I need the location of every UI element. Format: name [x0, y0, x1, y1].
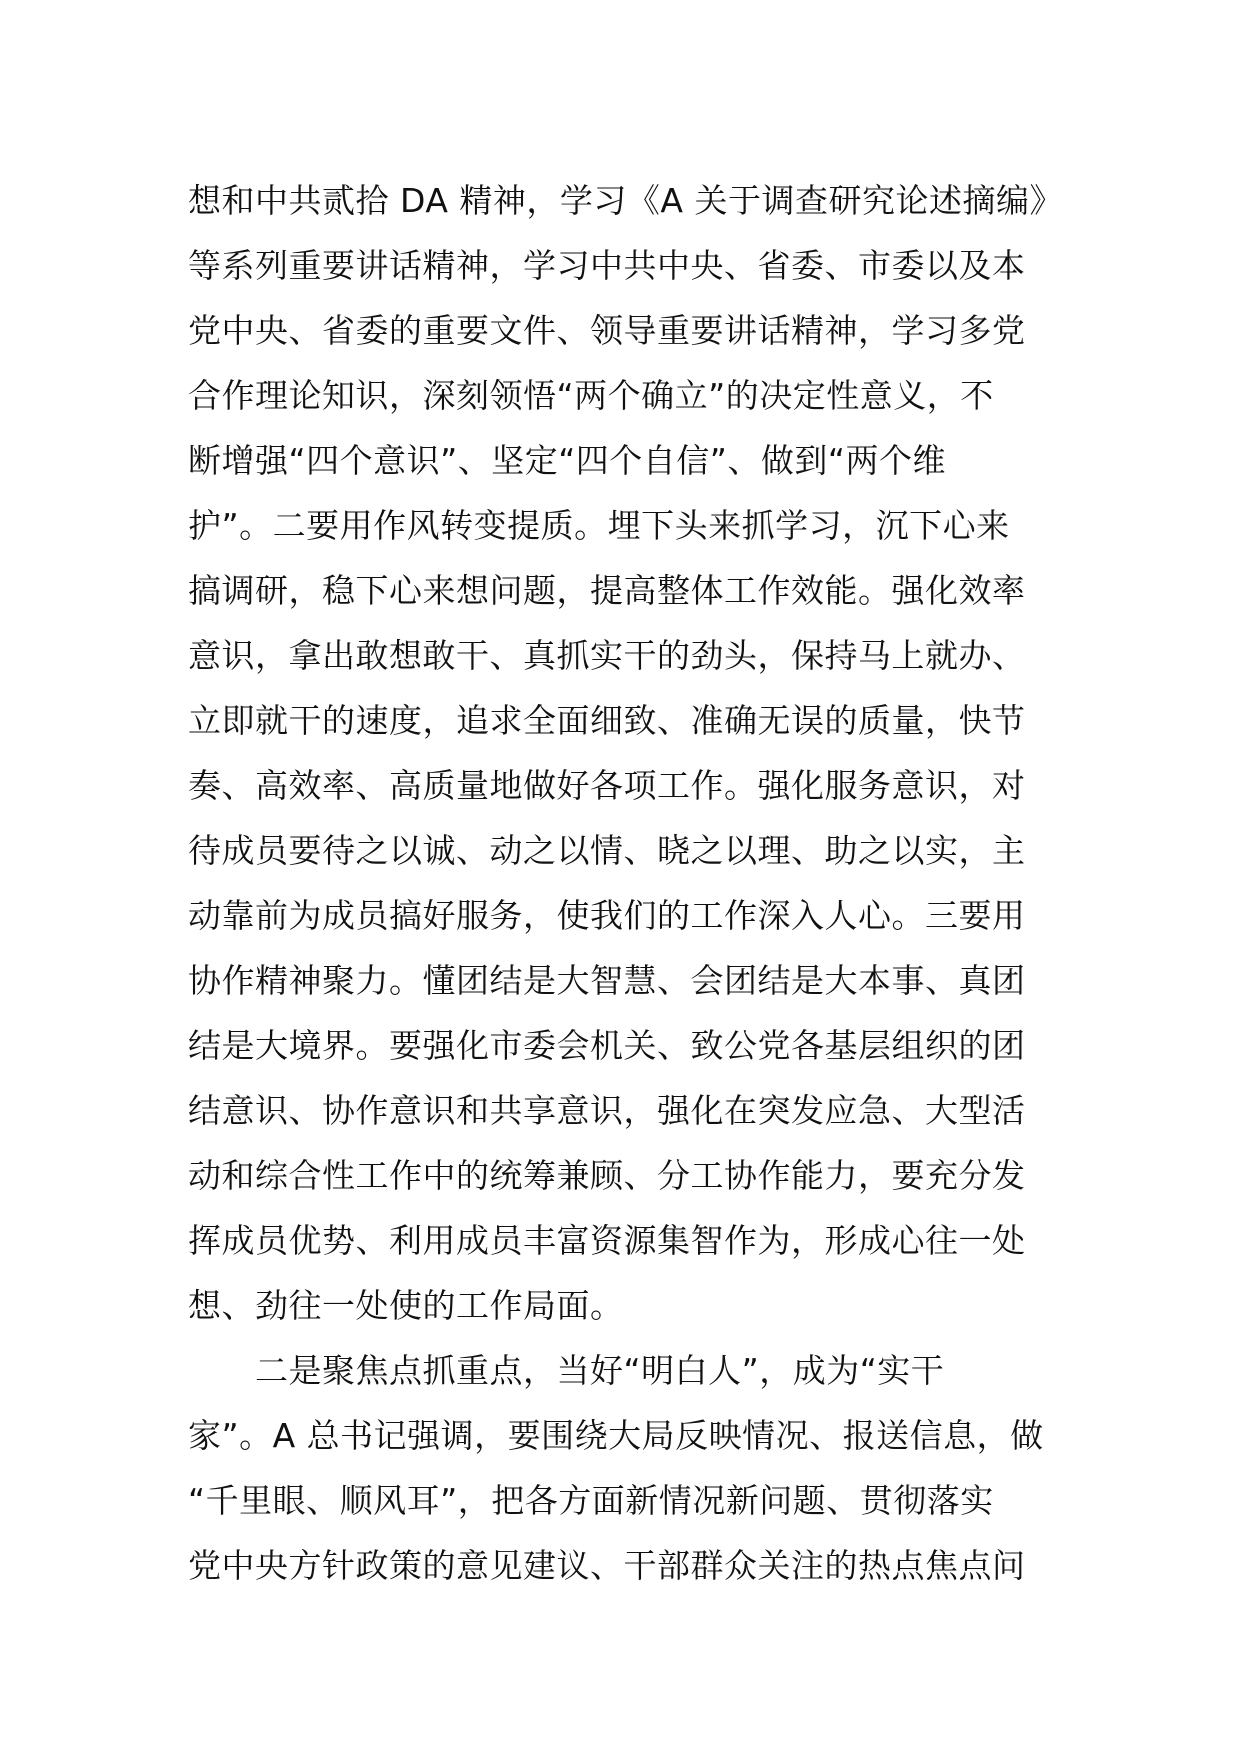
text-line: 护”。二要用作风转变提质。埋下头来抓学习，沉下心来	[188, 506, 1010, 545]
text-line: 家”。A 总书记强调，要围绕大局反映情况、报送信息，做	[188, 1416, 1044, 1455]
text-line: 结是大境界。要强化市委会机关、致公党各基层组织的团	[188, 1026, 1026, 1065]
text-line: 意识，拿出敢想敢干、真抓实干的劲头，保持马上就办、	[188, 636, 1026, 675]
text-line: 合作理论知识，深刻领悟“两个确立”的决定性意义，不	[188, 376, 994, 415]
text-line: 想、劲往一处使的工作局面。	[188, 1286, 624, 1325]
text-line: 挥成员优势、利用成员丰富资源集智作为，形成心往一处	[188, 1221, 1026, 1260]
text-line: 动靠前为成员搞好服务，使我们的工作深入人心。三要用	[188, 896, 1026, 935]
document-body	[188, 168, 1063, 1598]
text-line: 搞调研，稳下心来想问题，提高整体工作效能。强化效率	[188, 571, 1026, 610]
text-line: “千里眼、顺风耳”，把各方面新情况新问题、贯彻落实	[188, 1481, 994, 1520]
text-line: 党中央方针政策的意见建议、干部群众关注的热点焦点问	[188, 1546, 1026, 1585]
text-line: 断增强“四个意识”、坚定“四个自信”、做到“两个维	[188, 441, 946, 480]
text-line: 奏、高效率、高质量地做好各项工作。强化服务意识，对	[188, 766, 1026, 805]
text-line: 协作精神聚力。懂团结是大智慧、会团结是大本事、真团	[188, 961, 1026, 1000]
text-line: 待成员要待之以诚、动之以情、晓之以理、助之以实，主	[188, 831, 1026, 870]
text-line: 结意识、协作意识和共享意识，强化在突发应急、大型活	[188, 1091, 1026, 1130]
text-line: 立即就干的速度，追求全面细致、准确无误的质量，快节	[188, 701, 1026, 740]
text-line: 二是聚焦点抓重点，当好“明白人”，成为“实干	[188, 1351, 945, 1390]
text-line: 党中央、省委的重要文件、领导重要讲话精神，学习多党	[188, 311, 1026, 350]
text-line: 等系列重要讲话精神，学习中共中央、省委、市委以及本	[188, 246, 1026, 285]
text-line: 想和中共贰拾 DA 精神，学习《A 关于调查研究论述摘编》	[188, 181, 1063, 220]
text-line: 动和综合性工作中的统筹兼顾、分工协作能力，要充分发	[188, 1156, 1026, 1195]
